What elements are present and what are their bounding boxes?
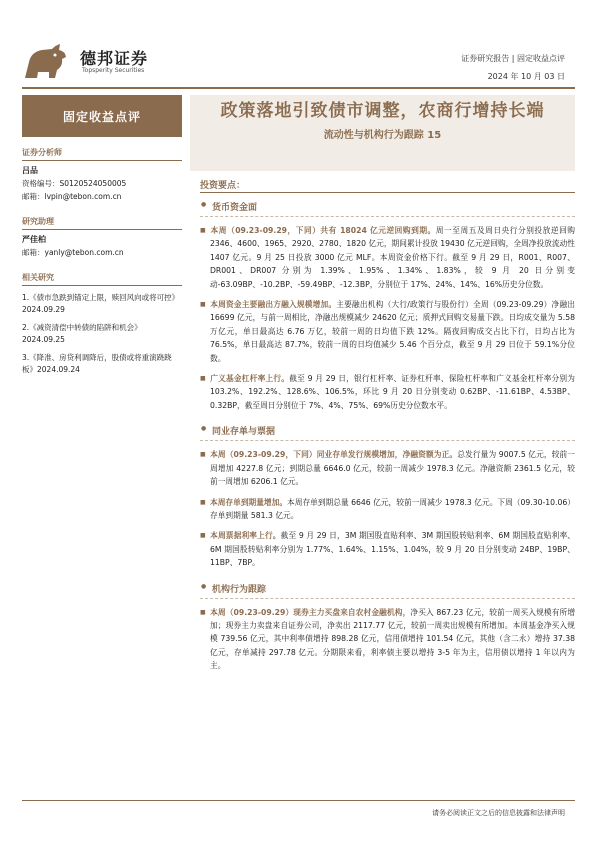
paragraph-body: 主要融出机构（大行/政策行与股份行）全周（09.23-09.29）净融出 16699 亿元，与前一周相比，净融出规模减少 24620 亿元；质押式回购交易量下跌。日均成交量为 5.58 万亿元，单日最高达 6.76 万亿，较前一周的日均值下跌 12%。隔夜回购成交占比下行，日均占比为 76.5%，单日最高达 87.7%，较前一周的日均值减少 5.46 个百分点，截至 9 月 29 日位于 59.1%分位数。 <box>210 300 575 363</box>
report-title: 政策落地引致债市调整，农商行增持长端 <box>220 101 545 121</box>
report-date: 2024 年 10 月 03 日 <box>487 72 565 81</box>
report-type-tag: 固定收益点评 <box>22 95 182 137</box>
assistant-email: 邮箱：yanly@tebon.com.cn <box>22 248 124 257</box>
paragraph <box>200 224 575 291</box>
paragraph <box>200 448 575 488</box>
related-report[interactable]: 3.《降准、房贷利调降后，股债或将重演跷跷板》2024.09.24 <box>22 353 172 374</box>
bullet-icon: ■ <box>200 227 206 234</box>
paragraph-body: 截至 9 月 29 日，银行杠杆率、证券杠杆率、保险杠杆率和广义基金杠杆率分别为 103.2%、192.2%、128.6%、106.5%，环比 9 月 20 日分别变动 0.62BP、-11.61BP、4.53BP、0.32BP，截至周日分别位于 7%、4%、75%、69%历史分位数水平。 <box>210 374 575 410</box>
bullet-icon: ■ <box>200 532 206 540</box>
paragraph <box>200 298 575 365</box>
bullet-icon: ■ <box>200 451 206 459</box>
paragraph <box>200 606 575 673</box>
paragraph-body: 总发行量为 9007.5 亿元，较前一周增加 4227.8 亿元；到期总量 6646.0 亿元，较前一周减少 1978.3 亿元。净融资额 2361.5 亿元，较前一周增加 6206.1 亿元。 <box>210 450 575 487</box>
paragraph-lead: 本周票据利率上行。 <box>210 531 281 541</box>
section-heading-institutions: ● 机构行为跟踪 <box>200 582 575 599</box>
assistant-heading: 研究助理 <box>22 212 182 230</box>
paragraph-body: 本周存单到期总量 6646 亿元，较前一周减少 1978.3 亿元。下周（09.30-10.06）存单到期量 581.3 亿元。 <box>210 497 575 520</box>
related-heading: 相关研究 <box>22 268 182 286</box>
analyst-name: 吕品 <box>22 166 38 175</box>
paragraph-body: 截至 9 月 29 日，3M 期国股直贴利率、3M 期国股转贴利率、6M 期国股直贴利率、6M 期国股转贴利率分别为 1.77%、1.64%、1.15%、1.04%，较 9 月 20 日分别变动 24BP、19BP、11BP、7BP。 <box>210 531 575 568</box>
main-content <box>200 200 575 673</box>
title-block <box>190 95 575 171</box>
paragraph-body: 净买入 867.23 亿元，较前一周买入规模有所增加；现券主力卖盘来自证券公司，净卖出 2117.77 亿元，较前一周卖出规模有所增加。本周基金净买入规模 739.56 亿元，其中利率债增持 898.28 亿元，信用债增持 101.54 亿元，其他（含二永）增持 37.38 亿元，存单减持 297.78 亿元。分期限来看，利率债主要以增持 3-5 年为主，信用债以增持 1 年以内为主。 <box>210 607 576 671</box>
paragraph-lead: 广义基金杠杆率上行。 <box>210 374 290 384</box>
disclaimer-note: 请务必阅读正文之后的信息披露和法律声明 <box>432 809 565 817</box>
bullet-icon: ■ <box>200 301 206 309</box>
paragraph-lead: 本周（09.23-09.29，下同）共有 18024 亿元逆回购到期。 <box>210 226 436 235</box>
bullet-icon: ■ <box>200 375 206 383</box>
report-subtitle: 流动性与机构行为跟踪 15 <box>323 130 442 141</box>
rhino-logo-icon <box>22 42 68 82</box>
bullet-icon: ■ <box>200 498 206 506</box>
paragraph-lead: 本周存单到期量增加。 <box>210 497 288 507</box>
paragraph <box>200 529 575 569</box>
related-report[interactable]: 1.《债市急跌到锚定上限，赎回风向或将可控》2024.09.29 <box>22 293 180 314</box>
section-heading-interbank: ● 同业存单与票据 <box>200 424 575 441</box>
paragraph-lead: 本周（09.23-09.29，下同）同业存单发行规模增加，净融资额为正。 <box>210 450 458 460</box>
investment-highlights-heading: 投资要点： <box>200 175 575 193</box>
report-category: 证券研究报告 | 固定收益点评 <box>461 54 565 63</box>
bullet-icon: ■ <box>200 608 206 616</box>
paragraph-lead: 本周（09.23-09.29）现券主力买盘来自农村金融机构， <box>210 607 411 617</box>
paragraph-lead: 本周资金主要融出方融入规模增加。 <box>210 300 337 310</box>
assistant-name: 严佳柏 <box>22 235 46 244</box>
analyst-email: 邮箱：lvpin@tebon.com.cn <box>22 192 122 201</box>
paragraph-body: 周一至周五及周日央行分别投放逆回购 2346、4600、1965、2920、2780、1820 亿元，期间累计投放 19430 亿元逆回购，全周净投放流动性 1407 亿元。9 月 25 日投放 3000 亿元 MLF。本周资金价格下行。截至 9 月 29 日，R001、R007、DR001、DR007 分别为 1.39%、1.95%、1.34%、1.83%，较 9 月 20 日分别变动-63.09BP、-10.2BP、-59.49BP、-12.3BP，分别位于 17%、24%、14%、16%历史分位数。 <box>210 226 575 289</box>
section-heading-money-market: ● 货币资金面 <box>200 200 575 217</box>
paragraph <box>200 496 575 523</box>
analyst-heading: 证券分析师 <box>22 143 182 161</box>
paragraph <box>200 372 575 412</box>
related-report[interactable]: 2.《减资清偿中转债的陷阱和机会》2024.09.25 <box>22 323 142 344</box>
header-divider <box>22 87 575 89</box>
sidebar <box>22 140 182 376</box>
brand-name: 德邦证券 <box>80 49 149 68</box>
footer-divider <box>22 800 575 801</box>
analyst-cert: 资格编号：S0120524050005 <box>22 179 127 188</box>
brand-name-en: Topsperity Securities <box>82 67 145 74</box>
